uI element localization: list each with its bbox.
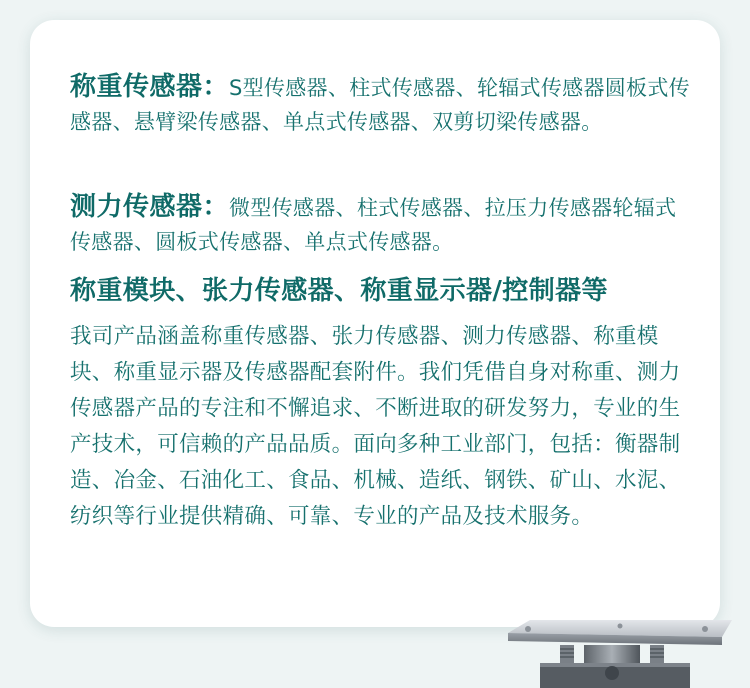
company-intro-text: 我司产品涵盖称重传感器、张力传感器、测力传感器、称重模块、称重显示器及传感器配套附件。我们凭借自身对称重、测力传感器产品的专注和不懈追求、不断进取的研发努力，专业的生产技术，可信赖的产品品质。面向多种工业部门，包括：衡器制造、冶金、石油化工、食品、机械、造纸、钢铁、矿山、水泥、纺织等行业提供精确、可靠、专业的产品及技术服务。 (70, 324, 681, 529)
other-products-section (70, 273, 690, 309)
weighing-sensors-section (70, 70, 690, 139)
weighing-sensors-list: S型传感器、柱式传感器、轮辐式传感器圆板式传感器、悬臂梁传感器、单点式传感器、双剪切梁传感器。 (70, 76, 690, 134)
force-sensors-list: 微型传感器、柱式传感器、拉压力传感器轮辐式传感器、圆板式传感器、单点式传感器。 (70, 196, 677, 254)
weighing-sensors-heading: 称重传感器： (70, 72, 230, 102)
weighing-module-product-image (500, 615, 740, 688)
force-sensors-heading: 测力传感器： (70, 192, 230, 222)
content-card (30, 20, 720, 627)
company-intro-section (70, 319, 690, 535)
weighing-sensors-paragraph (70, 70, 690, 139)
other-products-heading: 称重模块、张力传感器、称重显示器/控制器等 (70, 276, 608, 306)
force-sensors-section (70, 190, 690, 259)
force-sensors-paragraph (70, 190, 690, 259)
